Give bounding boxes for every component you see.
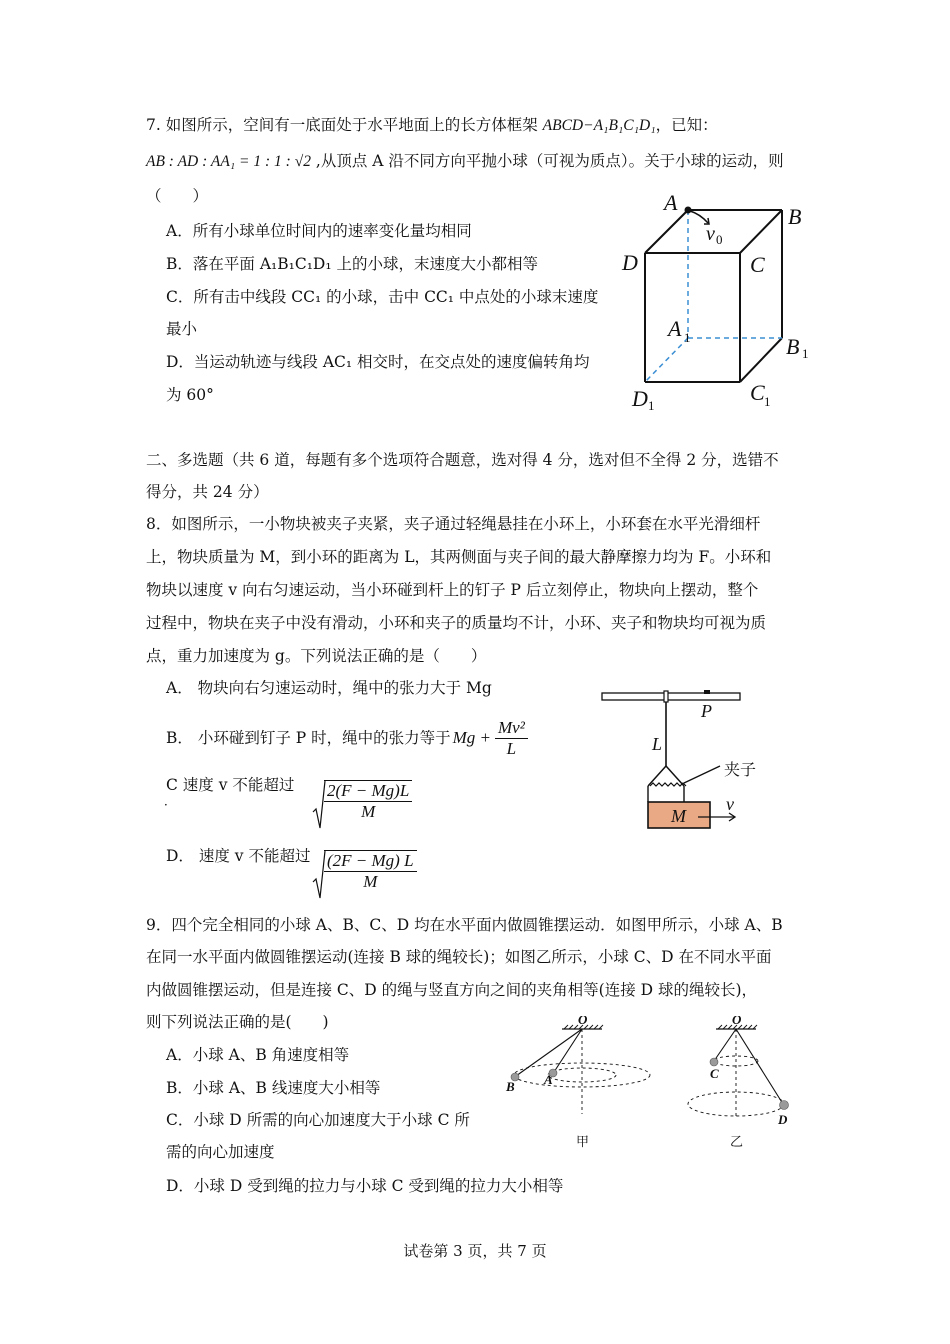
page-footer: 试卷第 3 页，共 7 页 <box>403 1242 547 1260</box>
q7-option-d-line2: 为 60° <box>166 386 214 404</box>
conical-pendulum-figures <box>496 1016 816 1152</box>
q9-option-a: A．小球 A、B 角速度相等 <box>166 1046 350 1064</box>
q8-option-d-formula: $\frac{(2F - Mg) L}{M}$ <box>312 850 417 892</box>
q8-option-c-dot: ． <box>164 794 177 808</box>
small-ring <box>664 691 668 702</box>
figure-jia <box>505 1016 650 1150</box>
svg-text:乙: 乙 <box>730 1135 744 1150</box>
clip-spring <box>650 783 686 786</box>
svg-text:1: 1 <box>764 394 771 409</box>
point-a <box>685 207 692 214</box>
section2-line2: 得分，共 24 分） <box>146 483 269 501</box>
svg-text:0: 0 <box>716 232 723 247</box>
ball-d <box>780 1101 789 1110</box>
q9-line2: 在同一水平面内做圆锥摆运动(连接 B 球的绳较长)；如图乙所示，小球 C、D 在不同水平面 <box>146 948 772 966</box>
q8-line5: 点，重力加速度为 g。下列说法正确的是（ ） <box>146 647 487 665</box>
label-c1: C <box>750 380 765 405</box>
svg-text:1: 1 <box>648 398 655 413</box>
svg-text:夹子: 夹子 <box>724 760 757 779</box>
svg-text:1: 1 <box>802 346 809 361</box>
q7-option-c-line1: C．所有击中线段 CC₁ 的小球，击中 CC₁ 中点处的小球末速度 <box>166 288 599 306</box>
svg-text:A: A <box>544 1072 553 1087</box>
section2-line1: 二、多选题（共 6 道，每题有多个选项符合题意，选对得 4 分，选对但不全得 2 分，选错不 <box>146 451 779 469</box>
label-a1: A <box>668 316 682 341</box>
figure-yi <box>688 1016 789 1150</box>
svg-text:L: L <box>652 734 663 754</box>
svg-text:B: B <box>506 1079 515 1094</box>
q7-line1: 7. 如图所示，空间有一底面处于水平地面上的长方体框架 ABCD−A₁B₁C₁D₁，已知： <box>146 116 718 134</box>
svg-text:M: M <box>671 806 686 826</box>
q9-option-b: B．小球 A、B 线速度大小相等 <box>166 1079 381 1097</box>
q8-line4: 过程中，物块在夹子中没有滑动，小环和夹子的质量均不计，小环、夹子和物块均可视为质 <box>146 614 767 632</box>
q7-line2: AB : AD : AA₁ = 1 : 1 : √2 ,从顶点 A 沿不同方向平抛小球（可视为质点）。关于小球的运动，则 <box>146 152 784 170</box>
svg-text:P: P <box>701 701 712 721</box>
label-v0: v <box>706 223 715 245</box>
label-d: D <box>622 250 638 275</box>
ball-c <box>710 1058 718 1066</box>
q9-option-c-line2: 需的向心加速度 <box>166 1143 275 1161</box>
label-a: A <box>664 190 678 215</box>
q7-option-b: B．落在平面 A₁B₁C₁D₁ 上的小球，末速度大小都相等 <box>166 255 538 273</box>
q7-option-a: A．所有小球单位时间内的速率变化量均相同 <box>166 222 472 240</box>
pendulum-clip-figure <box>598 686 778 836</box>
q8-option-c-formula: $\frac{2(F - Mg)L}{M}$ <box>312 780 412 822</box>
q8-option-b-fraction: $\frac{\text{Mv²}}{L}$ <box>495 718 528 759</box>
q8-option-b: B． 小环碰到钉子 P 时，绳中的张力等于 Mg + $\frac{\text{Mv²}}{L}$ <box>166 715 528 761</box>
q9-line4: 则下列说法正确的是( ) <box>146 1013 329 1031</box>
svg-text:1: 1 <box>684 330 691 345</box>
svg-text:v: v <box>726 794 734 814</box>
q8-line3: 物块以速度 v 向右匀速运动，当小环碰到杆上的钉子 P 后立刻停止，物块向上摆动，整个 <box>146 581 759 599</box>
label-b: B <box>788 204 802 229</box>
label-d1: D <box>632 386 648 411</box>
label-c: C <box>750 252 765 277</box>
q8-option-c-label: C 速度 v 不能超过 <box>166 776 295 794</box>
svg-text:C: C <box>710 1066 719 1081</box>
q8-line2: 上，物块质量为 M，到小环的距离为 L，其两侧面与夹子间的最大静摩擦力均为 F。小环和 <box>146 548 772 566</box>
q7-paren: （ ） <box>146 187 209 205</box>
nail-p <box>704 690 710 694</box>
q9-option-d: D．小球 D 受到绳的拉力与小球 C 受到绳的拉力大小相等 <box>166 1177 564 1195</box>
q7-option-d-line1: D．当运动轨迹与线段 AC₁ 相交时，在交点处的速度偏转角均 <box>166 353 590 371</box>
svg-text:D: D <box>778 1112 788 1127</box>
q8-line1: 8．如图所示，一小物块被夹子夹紧，夹子通过轻绳悬挂在小环上，小环套在水平光滑细杆 <box>146 515 761 533</box>
cuboid-figure <box>620 190 820 420</box>
q7-option-c-line2: 最小 <box>166 320 198 338</box>
q9-line1: 9．四个完全相同的小球 A、B、C、D 均在水平面内做圆锥摆运动．如图甲所示，小球 A、B <box>146 916 783 934</box>
label-b1: B <box>786 334 800 359</box>
q9-line3: 内做圆锥摆运动，但是连接 C、D 的绳与竖直方向之间的夹角相等(连接 D 球的绳较长)， <box>146 981 758 999</box>
svg-text:O: O <box>732 1016 742 1027</box>
q8-option-d-label: D． 速度 v 不能超过 <box>166 847 311 865</box>
svg-text:O: O <box>578 1016 588 1027</box>
q9-option-c-line1: C．小球 D 所需的向心加速度大于小球 C 所 <box>166 1111 470 1129</box>
svg-text:甲: 甲 <box>576 1135 590 1150</box>
q8-option-a: A． 物块向右匀速运动时，绳中的张力大于 Mg <box>166 679 492 697</box>
